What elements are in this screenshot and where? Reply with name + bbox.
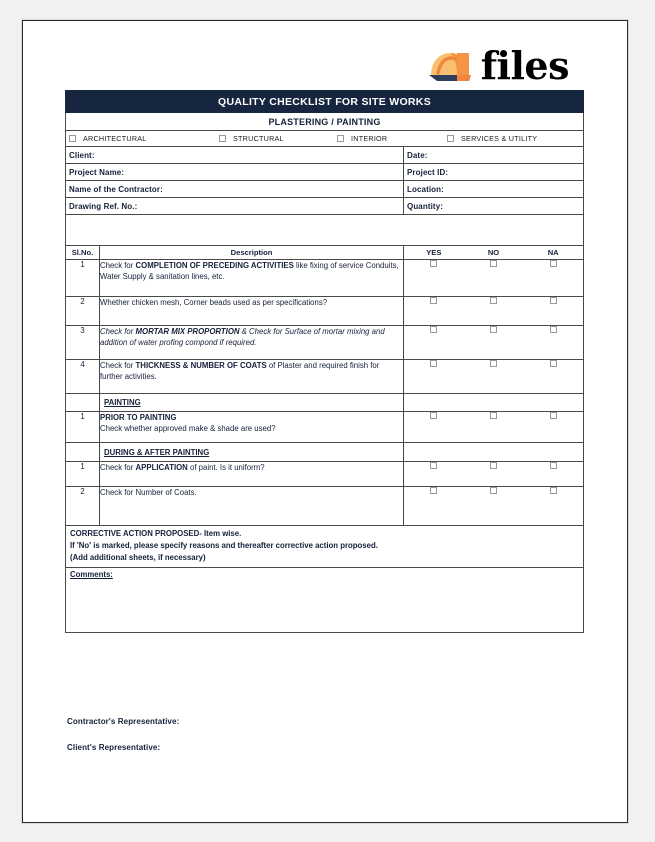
field-contractor-name-label[interactable]: Name of the Contractor:: [66, 181, 404, 198]
checkbox-no-row-3[interactable]: [490, 326, 497, 333]
checkbox-services-utility[interactable]: [447, 135, 454, 142]
signature-block: [67, 717, 179, 769]
field-project-name-label[interactable]: Project Name:: [66, 164, 404, 181]
section-title: PAINTING: [100, 394, 404, 412]
table-row: [66, 326, 584, 360]
row-slno: 1: [66, 260, 100, 297]
discipline-label: ARCHITECTURAL: [83, 134, 147, 143]
mark-na: [523, 462, 583, 471]
table-row: [66, 462, 584, 487]
checkbox-na-row-4[interactable]: [550, 360, 557, 367]
row-slno: 3: [66, 326, 100, 360]
page-subtitle: PLASTERING / PAINTING: [66, 113, 584, 131]
mark-yes: [404, 462, 464, 471]
comments-label: Comments:: [70, 570, 113, 580]
checkbox-na-row-6[interactable]: [550, 412, 557, 419]
mark-no: [464, 462, 524, 471]
mark-yes: [404, 360, 464, 369]
checkbox-no-row-8[interactable]: [490, 462, 497, 469]
blank-spacer-row: [66, 215, 584, 246]
checkbox-no-row-9[interactable]: [490, 487, 497, 494]
corrective-action-cell: [66, 526, 584, 568]
table-row: [66, 260, 584, 297]
client-representative-label: Client's Representative:: [67, 743, 161, 752]
corrective-line-2: If 'No' is marked, please specify reasons and thereafter corrective action proposed.: [70, 541, 378, 551]
table-row: [66, 487, 584, 526]
comments-row: [66, 568, 584, 633]
section-marks-empty: [404, 394, 584, 412]
checklist-header-row: [66, 246, 584, 260]
corrective-action-row: [66, 526, 584, 568]
column-header-yes: YES: [426, 248, 442, 257]
row-slno: 4: [66, 360, 100, 394]
section-slno: [66, 394, 100, 412]
column-header-description: Description: [100, 246, 404, 260]
row-marks: [404, 260, 584, 297]
table-row: [66, 412, 584, 443]
checkbox-na-row-9[interactable]: [550, 487, 557, 494]
checklist-section-row: [66, 443, 584, 462]
mark-yes: [404, 260, 464, 269]
mark-na: [523, 260, 583, 269]
sheet-title-row: [66, 91, 584, 113]
mark-yes: [404, 487, 464, 496]
row-marks: [404, 487, 584, 526]
contractor-representative-label: Contractor's Representative:: [67, 717, 180, 726]
row-marks: [404, 326, 584, 360]
checkbox-yes-row-8[interactable]: [430, 462, 437, 469]
field-quantity-label[interactable]: Quantity:: [404, 198, 584, 215]
section-title: DURING & AFTER PAINTING: [100, 443, 404, 462]
row-marks: [404, 360, 584, 394]
comments-cell[interactable]: [66, 568, 584, 633]
mark-na: [523, 487, 583, 496]
column-header-marks: [404, 246, 584, 260]
field-client-label[interactable]: Client:: [66, 147, 404, 164]
section-slno: [66, 443, 100, 462]
corrective-line-1: CORRECTIVE ACTION PROPOSED- Item wise.: [70, 529, 242, 538]
row-description: Check for MORTAR MIX PROPORTION & Check for Surface of mortar mixing and addition of water profing compond if required.: [100, 326, 404, 360]
field-date-label[interactable]: Date:: [404, 147, 584, 164]
field-drawing-ref-label[interactable]: Drawing Ref. No.:: [66, 198, 404, 215]
checkbox-yes-row-3[interactable]: [430, 326, 437, 333]
discipline-architectural[interactable]: [69, 134, 219, 143]
mark-na: [523, 412, 583, 421]
document-page: [22, 20, 628, 823]
column-header-na: NA: [547, 248, 559, 257]
discipline-interior[interactable]: [337, 134, 447, 143]
checkbox-interior[interactable]: [337, 135, 344, 142]
row-description: Check for THICKNESS & NUMBER OF COATS of Plaster and required finish for further activities.: [100, 360, 404, 394]
table-row: [66, 297, 584, 326]
mark-yes: [404, 297, 464, 306]
mark-no: [464, 260, 524, 269]
row-description: Check for APPLICATION of paint. Is it uniform?: [100, 462, 404, 487]
row-slno: 2: [66, 297, 100, 326]
page-title: QUALITY CHECKLIST FOR SITE WORKS: [66, 91, 584, 113]
discipline-label: SERVICES & UTILITY: [461, 134, 538, 143]
column-header-no: NO: [487, 248, 500, 257]
checkbox-yes-row-6[interactable]: [430, 412, 437, 419]
checkbox-no-row-2[interactable]: [490, 297, 497, 304]
section-marks-empty: [404, 443, 584, 462]
mark-yes: [404, 326, 464, 335]
row-description: Check for Number of Coats.: [100, 487, 404, 526]
checkbox-na-row-8[interactable]: [550, 462, 557, 469]
mark-na: [523, 326, 583, 335]
mark-yes: [404, 412, 464, 421]
checklist-section-row: [66, 394, 584, 412]
row-slno: 1: [66, 412, 100, 443]
row-description: Whether chicken mesh, Corner beads used as per specifications?: [100, 297, 404, 326]
discipline-structural[interactable]: [219, 134, 337, 143]
table-row: [66, 147, 584, 164]
checkbox-na-row-3[interactable]: [550, 326, 557, 333]
table-row: [66, 360, 584, 394]
mark-no: [464, 412, 524, 421]
discipline-label: INTERIOR: [351, 134, 388, 143]
row-marks: [404, 412, 584, 443]
checkbox-structural[interactable]: [219, 135, 226, 142]
discipline-cell: [66, 131, 584, 147]
checkbox-yes-row-9[interactable]: [430, 487, 437, 494]
mark-no: [464, 326, 524, 335]
row-marks: [404, 462, 584, 487]
checkbox-na-row-2[interactable]: [550, 297, 557, 304]
row-description: PRIOR TO PAINTING Check whether approved make & shade are used?: [100, 412, 404, 443]
discipline-services-utility[interactable]: [447, 134, 537, 143]
row-description: Check for COMPLETION OF PRECEDING ACTIVITIES like fixing of service Conduits, Water Supply & sanitation lines, etc.: [100, 260, 404, 297]
table-row: [66, 164, 584, 181]
mark-no: [464, 487, 524, 496]
field-location-label[interactable]: Location:: [404, 181, 584, 198]
checkbox-yes-row-4[interactable]: [430, 360, 437, 367]
checklist-sheet: [65, 90, 584, 633]
mark-na: [523, 360, 583, 369]
mark-na: [523, 297, 583, 306]
row-marks: [404, 297, 584, 326]
table-row: [66, 198, 584, 215]
corrective-line-3: (Add additional sheets, if necessary): [70, 553, 206, 563]
checkbox-yes-row-1[interactable]: [430, 260, 437, 267]
column-header-slno: Sl.No.: [66, 246, 100, 260]
mark-no: [464, 297, 524, 306]
brand-logo: [427, 43, 569, 89]
checkbox-yes-row-2[interactable]: [430, 297, 437, 304]
row-slno: 1: [66, 462, 100, 487]
checkbox-architectural[interactable]: [69, 135, 76, 142]
checkbox-na-row-1[interactable]: [550, 260, 557, 267]
checkbox-no-row-6[interactable]: [490, 412, 497, 419]
discipline-row: [66, 131, 584, 147]
checkbox-no-row-4[interactable]: [490, 360, 497, 367]
checkbox-no-row-1[interactable]: [490, 260, 497, 267]
table-row: [66, 181, 584, 198]
sheet-subtitle-row: [66, 113, 584, 131]
mark-no: [464, 360, 524, 369]
field-project-id-label[interactable]: Project ID:: [404, 164, 584, 181]
blank-spacer-cell: [66, 215, 584, 246]
row-slno: 2: [66, 487, 100, 526]
discipline-label: STRUCTURAL: [233, 134, 284, 143]
hard-hat-icon: [427, 47, 479, 85]
brand-wordmark: files: [480, 43, 569, 88]
